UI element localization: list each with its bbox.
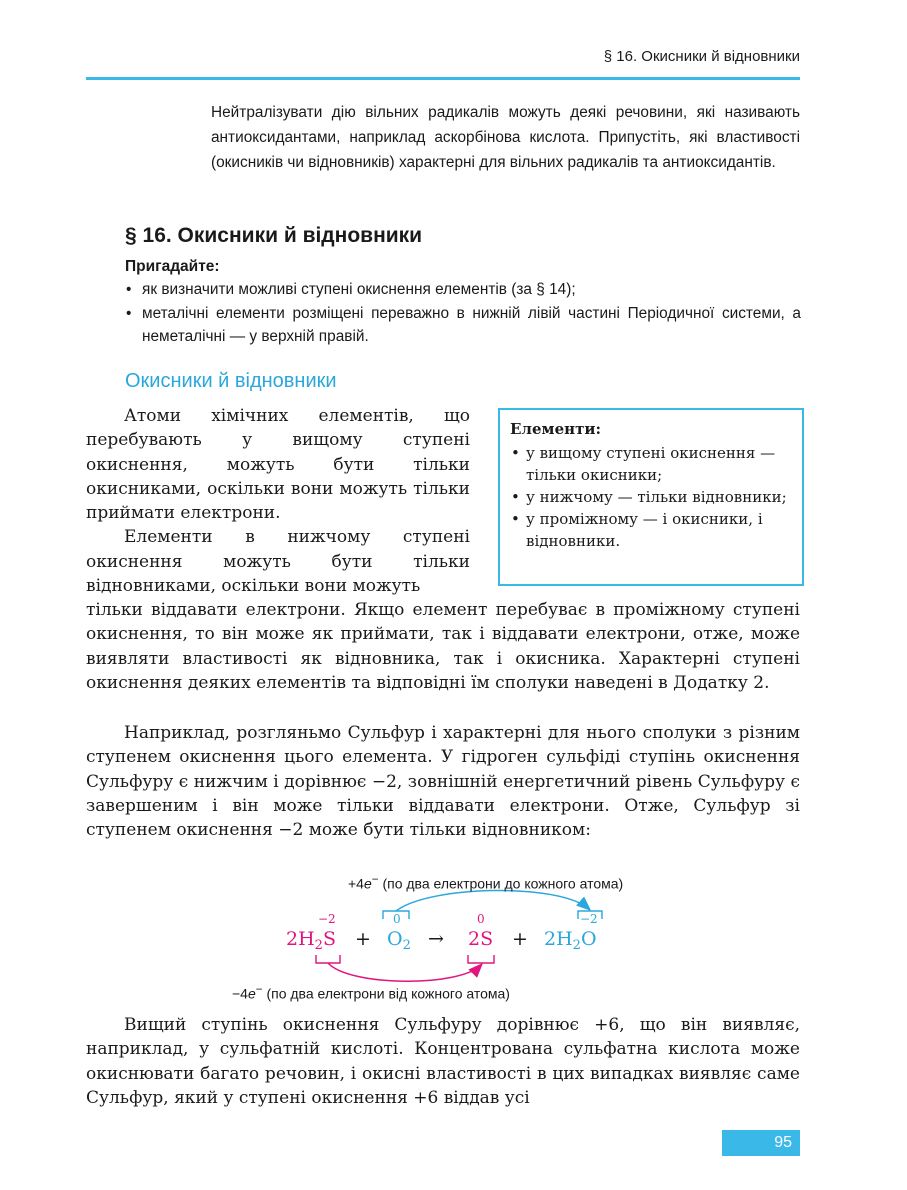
plus-sign: + [512, 928, 528, 950]
paragraph-3 [86, 721, 800, 842]
summary-box-item: • у нижчому — тільки відновники; [510, 486, 792, 508]
paragraph-1a: Атоми хімічних елементів, що перебувають у вищому ступені окиснення, можуть бути тільки окисниками, оскільки вони можуть тільки приймати електрони. [86, 406, 470, 524]
gain-text: (по два електрони до кожного атома) [378, 875, 624, 892]
o2-subscript: 2 [402, 938, 411, 953]
h2s-subscript: 2 [314, 938, 323, 953]
running-header: § 16. Окисники й відновники [603, 48, 800, 65]
paragraph-4-text: Вищий ступінь окиснення Сульфуру дорівнює +6, що він виявляє, наприклад, у сульфатній кислоті. Концентрована сульфатна кислота може окиснювати багато речовин, і окисні властивості в цих випадках виявляє саме Сульфур, який у ступені окиснення +6 віддав усі [86, 1015, 800, 1108]
paragraph-1b: Елементи в нижчому ступені окиснення можуть бути тільки відновниками, оскільки вони можуть [86, 527, 470, 597]
gain-label [348, 873, 623, 892]
loss-electron-charge: − [255, 983, 263, 996]
loss-text: (по два електрони від кожного атома) [262, 985, 510, 1002]
recall-item: • металічні елементи розміщені переважно в нижній лівій частині Періодичної системи, а неметалічні — у верхній правій. [125, 302, 801, 349]
paragraph-1 [86, 404, 470, 598]
summary-box-item: • у вищому ступені окиснення — тільки окисники; [510, 442, 792, 486]
reactant-o2 [387, 928, 411, 953]
gain-electron-charge: − [371, 873, 379, 886]
gain-electron-symbol: e [363, 875, 372, 892]
bracket-s-right [468, 955, 494, 963]
h2o-oxygen: O [580, 928, 597, 950]
ox-state-o-right: −2 [580, 912, 598, 926]
paragraph-4 [86, 1013, 800, 1110]
loss-arrow [328, 963, 481, 981]
gain-arrow [396, 890, 589, 911]
summary-box-list [510, 442, 792, 552]
recall-item: • як визначити можливі ступені окиснення елементів (за § 14); [125, 278, 801, 302]
o2-oxygen: O [387, 928, 403, 950]
loss-electron-symbol: e [247, 985, 256, 1002]
bracket-s-left [316, 955, 340, 963]
recall-title: Пригадайте: [125, 258, 220, 275]
ox-state-s-right: 0 [477, 912, 485, 926]
paragraph-2: тільки віддавати електрони. Якщо елемент перебуває в проміжному ступені окиснення, то він може як приймати, так і віддавати електрони, отже, може виявляти властивості як відновника, так і окисника. Характерні ступені окиснення деяких елементів та відповідні їм сполуки наведені в Додатку 2. [86, 600, 800, 693]
product-h2o [544, 928, 597, 953]
section-title: § 16. Окисники й відновники [125, 224, 423, 247]
loss-label [232, 983, 510, 1002]
h2o-subscript: 2 [572, 938, 581, 953]
plus-sign: + [355, 928, 371, 950]
intro-paragraph: Нейтралізувати дію вільних радикалів можуть деякі речовини, які називають антиоксидантами, наприклад аскорбінова кислота. Припустіть, які властивості (окисників чи відновників) характерні для вільних радикалів та антиоксидантів. [211, 104, 800, 171]
header-rule [86, 77, 800, 80]
h2s-sulfur: S [322, 928, 336, 950]
h2o-prefix: 2H [544, 928, 573, 950]
loss-amount: −4 [232, 985, 248, 1002]
h2s-prefix: 2H [286, 928, 315, 950]
redox-equation [0, 865, 907, 1005]
paragraph-3-text: Наприклад, розгляньмо Сульфур і характерні для нього сполуки з різним ступенем окиснення цього елемента. У гідроген сульфіді ступінь окиснення Сульфуру є нижчим і дорівнює −2, зовнішній енергетичний рівень Сульфуру є завершеним і він може тільки віддавати електрони. Отже, Сульфур зі ступенем окиснення −2 може бути тільки відновником: [86, 723, 800, 841]
recall-list [125, 278, 801, 349]
page-number: 95 [722, 1130, 800, 1156]
reactant-h2s [286, 928, 336, 953]
summary-box [498, 408, 804, 586]
summary-box-title: Елементи: [510, 420, 602, 438]
subsection-title: Окисники й відновники [125, 370, 337, 392]
product-s: 2S [468, 928, 494, 950]
ox-state-s-left: −2 [318, 912, 336, 926]
reaction-arrow: → [428, 928, 444, 950]
gain-amount: +4 [348, 875, 364, 892]
ox-state-o2: 0 [393, 912, 401, 926]
summary-box-item: • у проміжному — і окисники, і відновники. [510, 508, 792, 552]
